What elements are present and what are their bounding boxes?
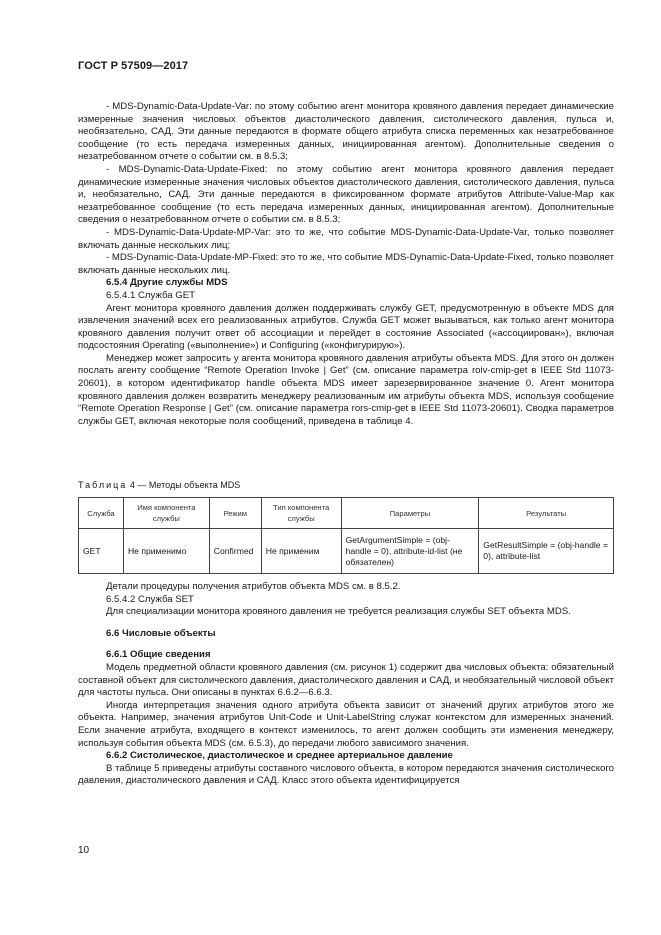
table-header-cell: Результаты	[479, 498, 614, 529]
table-header-cell: Тип компонента службы	[261, 498, 341, 529]
paragraph-get-request: Менеджер может запросить у агента монитора кровяного давления атрибуты объекта MDS. Для этого он должен послать агенту сообщение “Remote Operation Invoke | Get” (см. описание параметра roiv-cmip-get в IEEE Std 11073-20601), в котором идентификатор handle объекта MDS имеет зарезервированное значение 0. Агент монитора кровяного давления должен возвратить менеджеру реализованным им атрибуты объекта MDS, используя сообщение “Remote Operation Response | Get” (см. описание параметра rors-cmip-get в IEEE Std 11073-20601). Сводка параметров службы GET, включая некоторые поля сообщений, приведена в таблице 4.	[78, 352, 614, 427]
paragraph-get-details: Детали процедуры получения атрибутов объекта MDS см. в 8.5.2.	[106, 581, 401, 592]
body-text-lower	[78, 581, 614, 788]
heading-6-5-4: 6.5.4 Другие службы MDS	[106, 277, 228, 289]
table-caption-text: 4 — Методы объекта MDS	[129, 480, 241, 490]
heading-6-5-4-1: 6.5.4.1 Служба GET	[106, 289, 195, 301]
table-cell-parameters: GetArgumentSimple = (obj-handle = 0), attribute-id-list (не обязателен)	[341, 529, 479, 574]
table-header-cell: Служба	[79, 498, 124, 529]
paragraph-event-fixed: - MDS-Dynamic-Data-Update-Fixed: по этому событию агент монитора кровяного давления передает динамические измеренные значения числовых объектов диастолического давления, систолического давления, пульса и, необязательно, САД. Эти данные передаются в фиксированном формате атрибутов Attribute-Value-Map как незатребованное сообщение (то есть передача измеренных данных, инициированная агентом). Дополнительные сведения о незатребованном отчете о событии см. в 8.5.3;	[78, 163, 614, 226]
paragraph-get-service: Агент монитора кровяного давления должен поддерживать службу GET, предусмотренную в объекте MDS для извлечения значений всех его реализованных атрибутов. Служба GET может вызываться, как только агент монитора кровяного давления получит ответ об ассоциации и перейдет в состояние Associated («ассоциирован»), включая подсостояния Operating («выполнение») и Configuring («конфигурирую»).	[78, 302, 614, 352]
table-cell-results: GetResultSimple = (obj-handle = 0), attribute-list	[479, 529, 614, 574]
paragraph-event-mp-var: - MDS-Dynamic-Data-Update-MP-Var: это то же, что событие MDS-Dynamic-Data-Update-Var, только позволяет включать данные нескольких лиц;	[78, 226, 614, 251]
table-header-row	[79, 498, 614, 529]
table-cell-mode: Confirmed	[209, 529, 261, 574]
table-cell-service: GET	[79, 529, 124, 574]
paragraph-event-mp-fixed: - MDS-Dynamic-Data-Update-MP-Fixed: это то же, что событие MDS-Dynamic-Data-Update-Fixed, только позволяет включать данные нескольких лиц.	[78, 252, 614, 276]
heading-6-5-4-2: 6.5.4.2 Служба SET	[106, 593, 194, 605]
heading-6-6: 6.6 Числовые объекты	[106, 627, 216, 639]
table-caption-prefix: Таблица	[78, 480, 128, 490]
table-row	[79, 529, 614, 574]
paragraph-attribute-context: Иногда интерпретация значения одного атрибута объекта зависит от значений других атрибутов этого же объекта. Например, значения атрибутов Unit-Code и Unit-LabelString служат контекстом для измеренных значений. Если значение атрибута, входящего в контекст изменилось, то агент должен сообщить эти изменения менеджеру, используя события объекта MDS (см. 6.5.3), до передачи любого зависимого значения.	[78, 699, 614, 749]
page-number: 10	[78, 845, 90, 856]
paragraph-domain-model: Модель предметной области кровяного давления (см. рисунок 1) содержит два числовых объекта: обязательный составной объект для систолического давления, диастолического давления и САД, и необязательный числовой объект для частоты пульса. Они описаны в пунктах 6.6.2—6.6.3.	[78, 661, 614, 699]
table-header-cell: Режим	[209, 498, 261, 529]
heading-6-6-1: 6.6.1 Общие сведения	[106, 649, 211, 661]
table-mds-methods	[78, 497, 614, 574]
table-caption	[78, 480, 240, 490]
paragraph-table5-intro: В таблице 5 приведены атрибуты составного числового объекта, в котором передаются значения систолического давления, диастолического давления и САД. Класс этого объекта идентифицируется	[78, 762, 614, 787]
body-text-upper	[78, 101, 614, 428]
heading-6-6-2: 6.6.2 Систолическое, диастолическое и среднее артериальное давление	[106, 750, 453, 762]
paragraph-event-var: - MDS-Dynamic-Data-Update-Var: по этому событию агент монитора кровяного давления передает динамические измеренные значения числовых объектов диастолического давления, систолического давления, пульса и, необязательно, САД. Эти данные передаются в формате общего атрибута списка переменных как незатребованное сообщение (то есть передача измеренных данных, инициированная агентом). Дополнительные сведения о незатребованном отчете о событии см. в 8.5.3;	[78, 101, 614, 163]
document-header: ГОСТ Р 57509—2017	[78, 60, 189, 72]
paragraph-set-service: Для специализации монитора кровяного давления не требуется реализация службы SET объекта MDS.	[106, 606, 571, 618]
table-header-cell: Имя компонента службы	[123, 498, 209, 529]
table-cell-component-name: Не применимо	[123, 529, 209, 574]
table-header-cell: Параметры	[341, 498, 479, 529]
table-cell-component-type: Не применим	[261, 529, 341, 574]
